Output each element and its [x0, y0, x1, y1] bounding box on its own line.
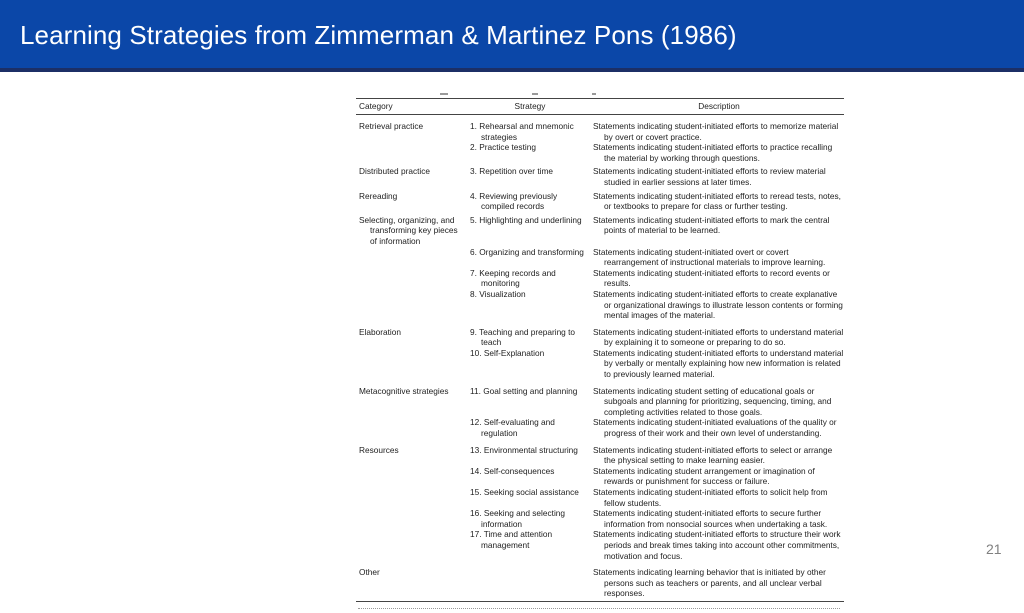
slide-header [0, 0, 1024, 72]
category-text: Metacognitive strategies [359, 385, 449, 396]
description-text: Statements indicating student setting of educational goals or subgoals and planning for prioritizing, sequencing, timing, and completing activities related to those goals. [593, 385, 832, 417]
table-row [356, 439, 844, 466]
strategy-text: 8. Visualization [470, 288, 526, 299]
category-cell [356, 163, 466, 187]
category-text: Other [359, 567, 380, 578]
category-cell [356, 142, 466, 163]
category-cell [356, 439, 466, 466]
table-bottom-rule [356, 601, 844, 602]
category-text: Distributed practice [359, 166, 431, 177]
strategy-text: 15. Seeking social assistance [470, 487, 579, 497]
description-cell [591, 508, 844, 529]
description-cell [591, 529, 844, 561]
description-cell [591, 417, 844, 438]
category-text: Selecting, organizing, and transforming key pieces of information [359, 214, 458, 246]
table-row [356, 188, 844, 212]
category-cell [356, 508, 466, 529]
category-text: Resources [359, 444, 399, 455]
header-strategy: Strategy [466, 99, 591, 115]
category-cell [356, 417, 466, 438]
description-cell [591, 142, 844, 163]
category-cell [356, 466, 466, 487]
description-text: Statements indicating student-initiated efforts to review material studied in earlier sessions at later times. [593, 166, 826, 187]
category-cell [356, 321, 466, 348]
description-cell [591, 439, 844, 466]
strategy-cell [466, 247, 591, 268]
category-cell [356, 380, 466, 418]
description-text: Statements indicating student-initiated evaluations of the quality or progress of their work and their own level of understanding. [593, 417, 837, 439]
table-row [356, 212, 844, 247]
description-cell [591, 163, 844, 187]
description-cell [591, 268, 844, 289]
header-category: Category [356, 99, 466, 115]
strategy-cell [466, 487, 591, 508]
strategy-text: 14. Self-consequences [470, 465, 555, 476]
description-text: Statements indicating student-initiated efforts to create explanative or organizational drawings to illustrate lesson contents or forming mental images of the material. [593, 288, 843, 321]
description-text: Statements indicating student-initiated efforts to mark the central points of material to be learned. [593, 214, 830, 236]
strategy-cell [466, 529, 591, 561]
description-text: Statements indicating learning behavior that is initiated by other persons such as teachers or parents, and all unclear verbal responses. [593, 567, 826, 599]
strategy-text: 12. Self-evaluating and regulation [470, 417, 555, 439]
description-cell [591, 466, 844, 487]
strategy-cell [466, 268, 591, 289]
strategy-cell [466, 212, 591, 247]
description-text: Statements indicating student-initiated efforts to secure further information from nonsocial sources when undertaking a task. [593, 508, 828, 529]
description-cell [591, 348, 844, 380]
description-cell [591, 212, 844, 247]
strategy-text: 16. Seeking and selecting information [470, 508, 566, 529]
description-text: Statements indicating student-initiated efforts to memorize material by overt or covert practice. [593, 121, 839, 142]
table-image [356, 90, 844, 599]
header-description: Description [591, 99, 844, 115]
table-row [356, 247, 844, 268]
strategy-text: 3. Repetition over time [470, 166, 554, 177]
strategy-text: 2. Practice testing [470, 142, 536, 153]
table-row [356, 529, 844, 561]
category-text: Elaboration [359, 326, 401, 337]
table-row [356, 466, 844, 487]
strategy-text: 1. Rehearsal and mnemonic strategies [470, 121, 574, 142]
description-cell [591, 321, 844, 348]
category-cell [356, 268, 466, 289]
description-text: Statements indicating student-initiated efforts to understand material by explaining it to someone or preparing to do so. [593, 326, 844, 348]
strategy-cell [466, 188, 591, 212]
strategy-cell [466, 466, 591, 487]
strategy-text: 4. Reviewing previously compiled records [470, 190, 558, 212]
table-row [356, 163, 844, 187]
category-text: Retrieval practice [359, 121, 424, 131]
page-number: 21 [986, 541, 1002, 557]
description-text: Statements indicating student-initiated efforts to record events or results. [593, 267, 830, 289]
table-row [356, 487, 844, 508]
table-row [356, 268, 844, 289]
strategy-cell [466, 142, 591, 163]
strategies-table [356, 98, 844, 599]
strategy-text: 7. Keeping records and monitoring [470, 267, 556, 289]
category-cell [356, 487, 466, 508]
description-cell [591, 561, 844, 599]
table-row [356, 321, 844, 348]
description-cell [591, 247, 844, 268]
category-cell [356, 289, 466, 321]
category-text: Rereading [359, 190, 398, 201]
description-text: Statements indicating student-initiated efforts to select or arrange the physical setting to make learning easier. [593, 444, 833, 466]
description-cell [591, 289, 844, 321]
description-cell [591, 487, 844, 508]
strategy-cell [466, 348, 591, 380]
description-text: Statements indicating student-initiated overt or covert rearrangement of instructional materials to improve learning. [593, 246, 826, 268]
category-cell [356, 115, 466, 143]
table-row [356, 380, 844, 418]
category-cell [356, 212, 466, 247]
description-cell [591, 380, 844, 418]
slide-title: Learning Strategies from Zimmerman & Martinez Pons (1986) [20, 20, 737, 50]
cropped-footnote [358, 607, 840, 613]
category-cell [356, 561, 466, 599]
table-row [356, 561, 844, 599]
description-text: Statements indicating student-initiated efforts to understand material by verbally or mentally explaining how new information is related to previously learned material. [593, 347, 844, 380]
category-cell [356, 188, 466, 212]
table-header-row [356, 99, 844, 115]
strategy-cell [466, 163, 591, 187]
strategy-text: 10. Self-Explanation [470, 347, 545, 358]
strategy-text: 13. Environmental structuring [470, 444, 578, 455]
strategy-cell [466, 289, 591, 321]
strategy-text: 9. Teaching and preparing to teach [470, 326, 576, 348]
description-text: Statements indicating student-initiated efforts to reread tests, notes, or textbooks to prepare for class or further testing. [593, 190, 841, 212]
strategy-cell [466, 561, 591, 599]
description-cell [591, 115, 844, 143]
strategy-cell [466, 380, 591, 418]
strategy-text: 5. Highlighting and underlining [470, 214, 582, 225]
table-row [356, 142, 844, 163]
description-cell [591, 188, 844, 212]
table-row [356, 289, 844, 321]
strategy-text: 6. Organizing and transforming [470, 246, 584, 257]
strategy-text: 17. Time and attention management [470, 529, 553, 550]
category-cell [356, 247, 466, 268]
category-cell [356, 529, 466, 561]
description-text: Statements indicating student-initiated efforts to practice recalling the material by working through questions. [593, 142, 833, 163]
category-cell [356, 348, 466, 380]
strategy-cell [466, 439, 591, 466]
description-text: Statements indicating student-initiated efforts to structure their work periods and break times taking into account other commitments, motivation and focus. [593, 529, 841, 561]
strategy-cell [466, 417, 591, 438]
table-row [356, 417, 844, 438]
strategy-cell [466, 115, 591, 143]
table-row [356, 508, 844, 529]
cropped-top-edge [356, 90, 844, 96]
strategy-cell [466, 508, 591, 529]
strategy-cell [466, 321, 591, 348]
description-text: Statements indicating student arrangement or imagination of rewards or punishment for success or failure. [593, 465, 815, 487]
description-text: Statements indicating student-initiated efforts to solicit help from fellow students. [593, 487, 828, 508]
table-row [356, 115, 844, 143]
table-row [356, 348, 844, 380]
strategy-text: 11. Goal setting and planning [470, 385, 578, 396]
